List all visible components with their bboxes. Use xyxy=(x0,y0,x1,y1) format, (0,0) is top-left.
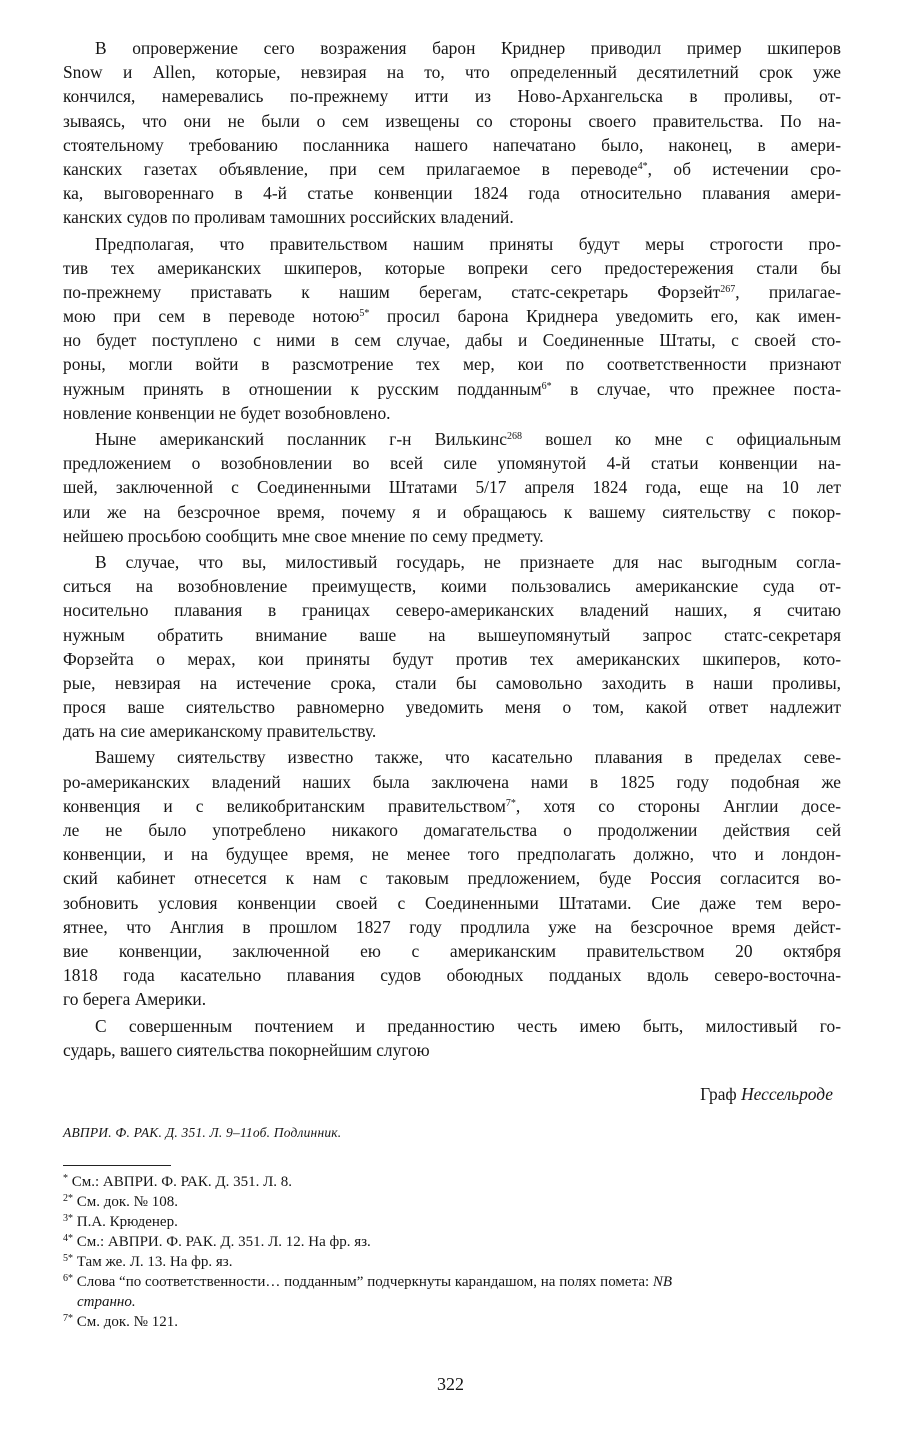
endnote-ref[interactable]: 267 xyxy=(720,283,736,295)
footnote-mark: 6* xyxy=(63,1272,73,1284)
text-line: Snow и Allen, которые, невзирая на то, что определенный десятилетний срок уже xyxy=(63,62,841,83)
text-line: Предполагая, что правительством нашим приняты будут меры строгости про- xyxy=(95,233,841,254)
footnote-text: См.: АВПРИ. Ф. РАК. Д. 351. Л. 12. На фр. яз. xyxy=(76,1233,371,1250)
text-line: конвенции, и на будущее время, не менее того предполагать должно, что и лондон- xyxy=(63,844,841,865)
footnote-mark: * xyxy=(63,1172,68,1184)
text-line: рые, невзирая на истечение срока, стали бы самовольно заходить в наши проливы, xyxy=(63,672,841,693)
text-segment: , об истечении сро- xyxy=(647,158,841,179)
footnote-item xyxy=(63,1272,841,1312)
text-line xyxy=(63,794,841,818)
text-line: дать на сие американскому правительству. xyxy=(63,721,377,742)
text-line: новление конвенции не будет возобновлено. xyxy=(63,402,391,423)
footnote-ref[interactable]: 7* xyxy=(505,797,516,809)
text-line: В случае, что вы, милостивый государь, не признаете для нас выгодным согла- xyxy=(95,551,841,572)
footnote-mark: 4* xyxy=(63,1232,73,1244)
paragraph-3 xyxy=(63,427,841,548)
footnote-mark: 2* xyxy=(63,1192,73,1204)
paragraph-1 xyxy=(63,36,841,230)
text-line: ка, выговореннаго в 4-й статье конвенции 1824 года относительно плавания амери- xyxy=(63,183,841,204)
text-line: Вашему сиятельству известно также, что касательно плавания в пределах севе- xyxy=(95,747,841,768)
footnote-divider xyxy=(63,1165,171,1166)
text-segment: мою при сем в переводе нотою xyxy=(63,306,360,327)
paragraph-2 xyxy=(63,232,841,426)
footnote-item xyxy=(63,1312,841,1332)
footnote-continuation: странно. xyxy=(77,1293,136,1310)
paragraph-closing xyxy=(63,1014,841,1062)
footnote-text: П.А. Крюденер. xyxy=(76,1213,178,1230)
footnote-item xyxy=(63,1232,841,1252)
text-line: 1818 года касательно плавания судов обоюдных подданых вдоль северо-восточна- xyxy=(63,965,841,986)
footnote-text: Там же. Л. 13. На фр. яз. xyxy=(76,1253,233,1270)
text-line: прося ваше сиятельство равномерно уведомить меня о том, какой ответ надлежит xyxy=(63,697,841,718)
page-number: 322 xyxy=(437,1374,464,1394)
footnote-item xyxy=(63,1172,841,1192)
text-line: роны, могли войти в разсмотрение тех мер, кои по соответственности признают xyxy=(63,354,841,375)
text-line xyxy=(63,427,841,451)
text-line: носительно плавания в границах северо-американских владений наших, я считаю xyxy=(63,600,841,621)
text-line: но будет поступлено с ними в сем случае, дабы и Соединенные Штаты, с своей сто- xyxy=(63,330,841,351)
text-line: В опровержение сего возражения барон Криднер приводил пример шкиперов xyxy=(95,38,841,58)
footnotes xyxy=(63,1172,841,1332)
footnote-item xyxy=(63,1212,841,1232)
text-line: кончился, намеревались по-прежнему итти из Ново-Архангельска в проливы, от- xyxy=(63,86,841,107)
footnote-mark: 7* xyxy=(63,1312,73,1324)
text-line: ский кабинет отнесется к нам с таковым предложением, буде Россия согласится во- xyxy=(63,868,841,889)
footnote-mark: 3* xyxy=(63,1212,73,1224)
text-line xyxy=(63,157,841,181)
text-segment: по-прежнему приставать к нашим берегам, статс-секретарь Форзейт xyxy=(63,281,721,302)
text-line: шей, заключенной с Соединенными Штатами 5/17 апреля 1824 года, еще на 10 лет xyxy=(63,477,841,498)
signature-title: Граф xyxy=(700,1083,737,1104)
text-segment: канских газетах объявление, при сем прилагаемое в переводе xyxy=(63,158,638,179)
text-line: зываясь, что они не были о сем извещены со стороны своего правительства. По на- xyxy=(63,110,841,131)
text-segment: , прилагае- xyxy=(735,281,841,302)
text-segment: Ныне американский посланник г-н Вилькинс xyxy=(95,429,507,449)
footnote-text: См.: АВПРИ. Ф. РАК. Д. 351. Л. 8. xyxy=(71,1173,293,1190)
text-line: предложением о возобновлении во всей силе упомянутой 4-й статьи конвенции на- xyxy=(63,453,841,474)
document-page xyxy=(63,36,841,1332)
text-line: нейшею просьбою сообщить мне свое мнение по сему предмету. xyxy=(63,525,544,546)
footnote-text: Слова “по соответственности… подданным” подчеркнуты карандашом, на полях помета: xyxy=(76,1273,650,1290)
text-segment: просил барона Криднера уведомить его, как имен- xyxy=(369,306,841,327)
signature xyxy=(63,1084,841,1105)
footnote-item xyxy=(63,1192,841,1212)
text-segment: нужным принять в отношении к русским подданным xyxy=(63,378,542,399)
text-line: ро-американских владений наших была заключена нами в 1825 году подобная же xyxy=(63,771,841,792)
text-segment: конвенция и с великобританским правительством xyxy=(63,795,506,816)
text-line: канских судов по проливам тамошних российских владений. xyxy=(63,207,514,228)
text-line: стоятельному требованию посланника нашего напечатано было, наконец, в амери- xyxy=(63,134,841,155)
footnote-text: См. док. № 108. xyxy=(76,1193,178,1210)
archive-source-note: АВПРИ. Ф. РАК. Д. 351. Л. 9–11об. Подлинник. xyxy=(63,1124,342,1140)
text-line: сударь, вашего сиятельства покорнейшим слугою xyxy=(63,1039,430,1060)
text-line: или же на безсрочное время, почему я и обращаюсь к вашему сиятельству с покор- xyxy=(63,501,841,522)
text-line: С совершенным почтением и преданностию честь имею быть, милостивый го- xyxy=(95,1015,841,1036)
footnote-ref[interactable]: 6* xyxy=(541,380,552,392)
text-line: зобновить условия конвенции своей с Соединенными Штатами. Сие даже тем веро- xyxy=(63,892,841,913)
text-line: нужным обратить внимание ваше на вышеупомянутый запрос статс-секретаря xyxy=(63,624,841,645)
text-line: го берега Америки. xyxy=(63,989,207,1010)
paragraph-5 xyxy=(63,745,841,1011)
text-line xyxy=(63,280,841,304)
endnote-ref[interactable]: 268 xyxy=(507,431,522,442)
footnote-mark: 5* xyxy=(63,1252,73,1264)
text-line: ситься на возобновление преимуществ, коими пользовались американские суда от- xyxy=(63,576,841,597)
footnote-ref[interactable]: 4* xyxy=(637,160,648,172)
footnote-text: См. док. № 121. xyxy=(76,1313,178,1330)
footnote-ref[interactable]: 5* xyxy=(359,308,370,320)
text-line xyxy=(63,377,841,401)
footnote-item xyxy=(63,1252,841,1272)
text-line xyxy=(63,304,841,328)
text-line: ле не было употреблено никакого домагательства о продолжении действия сей xyxy=(63,820,841,840)
text-line: Форзейта о мерах, кои приняты будут против тех американских шкиперов, кото- xyxy=(63,648,841,669)
text-segment: в случае, что прежнее поста- xyxy=(551,378,841,399)
footnote-italic-text: NB xyxy=(652,1273,673,1290)
text-line: тив тех американских шкиперов, которые вопреки сего предостережения стали бы xyxy=(63,257,841,278)
text-segment: вошел ко мне с официальным xyxy=(522,429,841,449)
text-line: вие конвенции, заключенной ею с американским правительством 20 октября xyxy=(63,940,841,961)
signature-name: Нессельроде xyxy=(741,1083,833,1104)
paragraph-4 xyxy=(63,550,841,744)
text-line: ятнее, что Англия в прошлом 1827 году продлила уже на безсрочное время дейст- xyxy=(63,916,841,937)
text-segment: , хотя со стороны Англии досе- xyxy=(515,795,841,816)
